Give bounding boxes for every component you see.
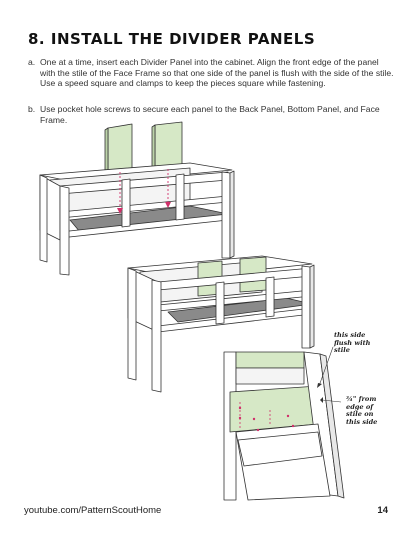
detail-top-panel [236,352,304,368]
step-a-text: One at a time, insert each Divider Panel into the cabinet. Align the front edge of the panel with the stile of the Face Frame so that one side of the panel is flush with the side of the stile. Use a speed square and clamps to keep the pieces square while fastening. [40,57,394,89]
flush-callout [334,332,370,355]
edge-callout-line1: ¾" from [346,395,377,403]
step-b-text: Use pocket hole screws to secure each panel to the Back Panel, Bottom Panel, and Face Frame. [40,104,380,125]
flush-callout-line2: flush with [334,338,371,347]
edge-callout-line2: edge of [346,402,374,411]
edge-callout-line4: this side [346,417,378,426]
footer-link[interactable]: youtube.com/PatternScoutHome [24,505,162,516]
edge-callout [346,396,377,426]
step-a-label: a. [28,57,36,67]
flush-callout-line3: stile [334,346,350,355]
divider-panel-right [155,122,182,169]
section-heading: 8. INSTALL THE DIVIDER PANELS [28,30,316,48]
step-b-label: b. [28,104,36,114]
edge-callout-line3: stile on [346,410,374,419]
flush-callout-line1: this side [334,331,366,339]
page-number: 14 [377,505,388,516]
divider-panel-left [108,124,132,172]
